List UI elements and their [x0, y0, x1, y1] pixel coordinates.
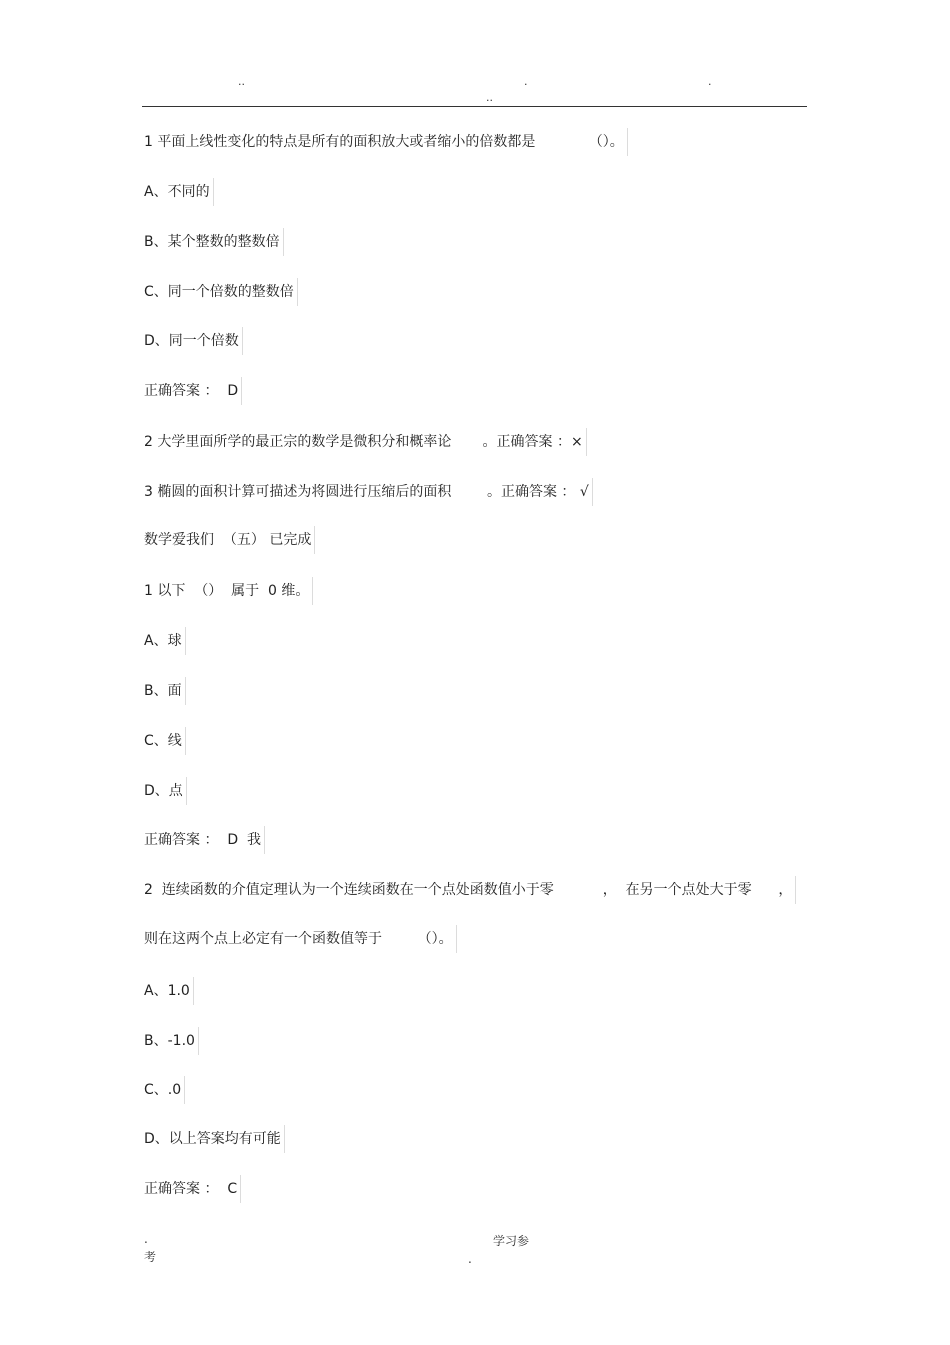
section-question-1-text: 1 以下 （） 属于 0 维。	[144, 577, 313, 605]
sq2-option-c: C、.0	[144, 1076, 185, 1104]
section-question-2-text: 2 连续函数的介值定理认为一个连续函数在一个点处函数值小于零 ， 在另一个点处大于零 ，	[144, 876, 796, 904]
sq2-option-a: A、1.0	[144, 977, 194, 1005]
footer-kao: 考	[144, 1250, 157, 1264]
question-2-text: 2 大学里面所学的最正宗的数学是微积分和概率论 。正确答案 ：×	[144, 428, 587, 456]
sq1-option-c: C、线	[144, 727, 186, 755]
q1-option-d: D、同一个倍数	[144, 327, 243, 355]
q1-option-b: B、某个整数的整数倍	[144, 228, 284, 256]
footer-dot-right: .	[468, 1252, 472, 1266]
header-mark-mid: .	[524, 75, 528, 88]
q1-option-c: C、同一个倍数的整数倍	[144, 278, 298, 306]
section-title: 数学爱我们 （五） 已完成	[144, 526, 315, 554]
sq2-option-d: D、以上答案均有可能	[144, 1125, 285, 1153]
header-mark-under: ..	[486, 91, 493, 104]
question-3-text: 3 椭圆的面积计算可描述为将圆进行压缩后的面积 。正确答案 ： √	[144, 478, 593, 506]
sq1-option-d: D、点	[144, 777, 187, 805]
header-mark-left: ..	[238, 75, 245, 88]
footer-center-text: 学习参	[493, 1234, 530, 1248]
header-rule	[142, 106, 807, 107]
sq1-option-a: A、球	[144, 627, 186, 655]
section-question-2-text-cont: 则在这两个点上必定有一个函数值等于 （）。	[144, 925, 457, 953]
sq1-answer: 正确答案 ： D 我	[144, 826, 265, 854]
q1-answer: 正确答案 ： D	[144, 377, 242, 405]
header-mark-right: .	[708, 75, 712, 88]
sq2-answer: 正确答案 ： C	[144, 1175, 241, 1203]
sq1-option-b: B、面	[144, 677, 186, 705]
sq2-option-b: B、-1.0	[144, 1027, 199, 1055]
q1-option-a: A、不同的	[144, 178, 214, 206]
footer-dot-left: .	[144, 1232, 148, 1246]
question-1-text: 1 平面上线性变化的特点是所有的面积放大或者缩小的倍数都是 （）。	[144, 128, 628, 156]
